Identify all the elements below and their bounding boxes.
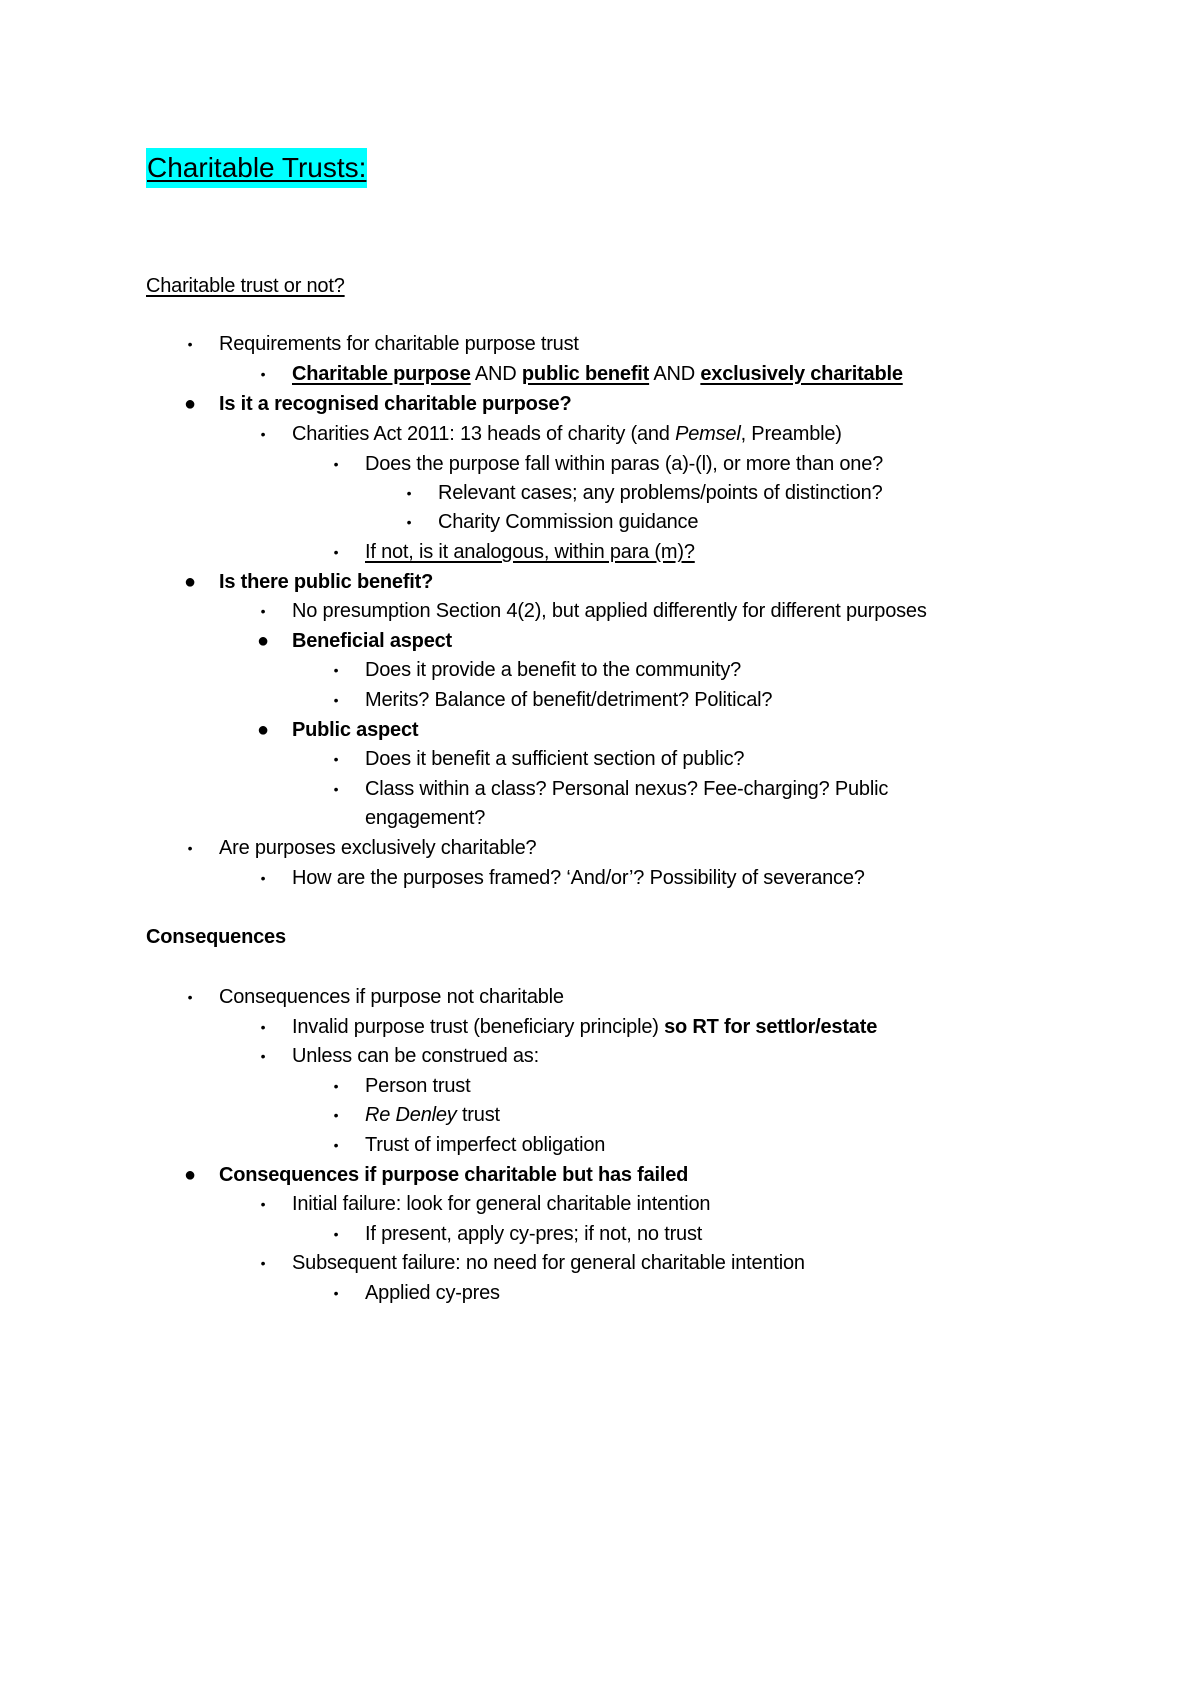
bullet-icon: • bbox=[333, 781, 339, 797]
bullet-icon: • bbox=[260, 870, 266, 886]
bullet-icon: • bbox=[260, 1255, 266, 1271]
list-item-text: Class within a class? Personal nexus? Fee-charging? Public bbox=[365, 778, 889, 800]
list-item-text: Trust of imperfect obligation bbox=[365, 1134, 606, 1156]
case-name: Re Denley bbox=[365, 1104, 457, 1126]
bullet-icon: • bbox=[333, 692, 339, 708]
bullet-icon: • bbox=[406, 485, 412, 501]
section-heading-consequences: Consequences bbox=[146, 926, 286, 948]
list-item-text: Public aspect bbox=[292, 719, 419, 741]
bullet-icon: • bbox=[333, 662, 339, 678]
list-item-text: Is it a recognised charitable purpose? bbox=[219, 393, 572, 415]
case-name: Pemsel bbox=[675, 423, 741, 445]
bullet-icon: • bbox=[260, 603, 266, 619]
bullet-icon: • bbox=[260, 1019, 266, 1035]
list-item-text: Consequences if purpose charitable but has failed bbox=[219, 1164, 689, 1186]
exclusively-charitable-term: exclusively charitable bbox=[700, 363, 903, 385]
list-item-text: Requirements for charitable purpose trust bbox=[219, 333, 579, 355]
bullet-icon: ● bbox=[184, 1164, 196, 1186]
page-title: Charitable Trusts: bbox=[146, 148, 367, 188]
list-item-text: engagement? bbox=[365, 807, 486, 829]
public-benefit-term: public benefit bbox=[521, 363, 650, 385]
list-item-text bbox=[292, 1012, 877, 1042]
list-item-text bbox=[365, 1100, 500, 1130]
list-item-text: Does it provide a benefit to the community? bbox=[365, 659, 742, 681]
list-item-text: Unless can be construed as: bbox=[292, 1045, 539, 1067]
list-item-text: Charity Commission guidance bbox=[438, 511, 699, 533]
bullet-icon: ● bbox=[257, 719, 269, 741]
list-item-text: Initial failure: look for general charitable intention bbox=[292, 1193, 711, 1215]
bullet-icon: ● bbox=[184, 393, 196, 415]
text-run: trust bbox=[456, 1104, 500, 1126]
bullet-icon: • bbox=[333, 751, 339, 767]
list-item-text bbox=[292, 359, 903, 389]
list-item-text: If present, apply cy-pres; if not, no trust bbox=[365, 1223, 703, 1245]
bullet-icon: • bbox=[333, 1285, 339, 1301]
text-run: Charities Act 2011: 13 heads of charity (and bbox=[292, 423, 676, 445]
text-run: Invalid purpose trust (beneficiary principle) bbox=[292, 1016, 665, 1038]
bold-text-run: so RT for settlor/estate bbox=[664, 1016, 878, 1038]
list-item-text: Are purposes exclusively charitable? bbox=[219, 837, 537, 859]
bullet-icon: • bbox=[333, 544, 339, 560]
list-item-text: No presumption Section 4(2), but applied differently for different purposes bbox=[292, 600, 927, 622]
bullet-icon: • bbox=[187, 989, 193, 1005]
list-item-text: How are the purposes framed? ‘And/or’? Possibility of severance? bbox=[292, 867, 865, 889]
list-item-text: Subsequent failure: no need for general charitable intention bbox=[292, 1252, 805, 1274]
list-item-text: Person trust bbox=[365, 1075, 471, 1097]
bullet-icon: • bbox=[333, 1226, 339, 1242]
bullet-icon: ● bbox=[184, 571, 196, 593]
list-item-text bbox=[292, 419, 842, 449]
list-item-text: If not, is it analogous, within para (m)? bbox=[365, 541, 695, 563]
bullet-icon: • bbox=[260, 366, 266, 382]
bullet-icon: • bbox=[260, 426, 266, 442]
bullet-icon: • bbox=[333, 1107, 339, 1123]
list-item-text: Does it benefit a sufficient section of public? bbox=[365, 748, 745, 770]
list-item-text: Does the purpose fall within paras (a)-(l), or more than one? bbox=[365, 453, 884, 475]
list-item-text: Beneficial aspect bbox=[292, 630, 453, 652]
charitable-purpose-term: Charitable purpose bbox=[292, 363, 471, 385]
and-connector: AND bbox=[470, 363, 522, 385]
bullet-icon: • bbox=[260, 1196, 266, 1212]
bullet-icon: • bbox=[333, 1137, 339, 1153]
bullet-icon: • bbox=[333, 1078, 339, 1094]
and-connector: AND bbox=[649, 363, 701, 385]
list-item-text: Relevant cases; any problems/points of distinction? bbox=[438, 482, 883, 504]
list-item-text: Applied cy-pres bbox=[365, 1282, 500, 1304]
bullet-icon: • bbox=[187, 840, 193, 856]
text-run: , Preamble) bbox=[740, 423, 842, 445]
bullet-icon: • bbox=[406, 514, 412, 530]
list-item-text: Is there public benefit? bbox=[219, 571, 434, 593]
list-item-text: Consequences if purpose not charitable bbox=[219, 986, 564, 1008]
list-item-text: Merits? Balance of benefit/detriment? Political? bbox=[365, 689, 773, 711]
bullet-icon: • bbox=[333, 456, 339, 472]
bullet-icon: ● bbox=[257, 630, 269, 652]
bullet-icon: • bbox=[260, 1048, 266, 1064]
section-heading-charitable-trust-or-not: Charitable trust or not? bbox=[146, 275, 345, 297]
bullet-icon: • bbox=[187, 336, 193, 352]
